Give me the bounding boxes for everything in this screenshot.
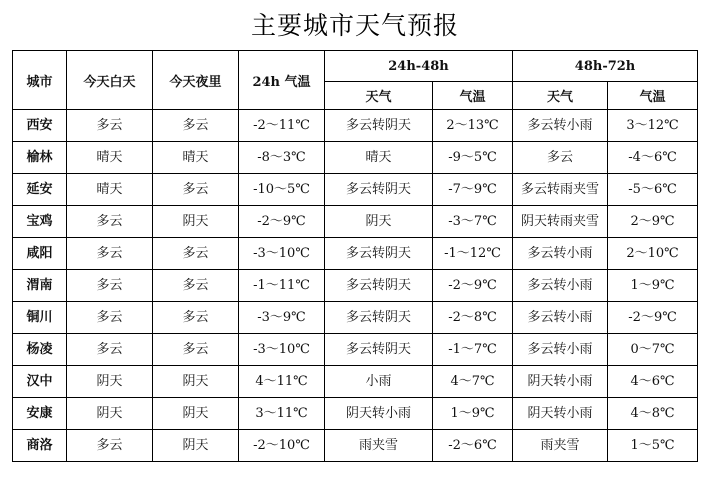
- today-night-cell: [153, 366, 239, 398]
- table-row: [13, 366, 698, 398]
- today-day-cell: [67, 238, 153, 270]
- temp-48h-cell: [433, 366, 513, 398]
- today-night-cell-text: 阴天: [182, 213, 209, 229]
- temp-72h-cell-text: 1～5℃: [630, 437, 675, 453]
- weather-72h-cell: [513, 174, 608, 206]
- temp-24h-cell: [239, 142, 325, 174]
- today-day-cell-text: 多云: [96, 341, 123, 357]
- today-night-cell-text: 阴天: [182, 437, 209, 453]
- today-night-cell-text: 多云: [182, 117, 209, 133]
- today-night-cell: [153, 110, 239, 142]
- weather-72h-cell: [513, 270, 608, 302]
- today-day-cell: [67, 142, 153, 174]
- city-cell-text: 宝鸡: [26, 213, 53, 229]
- today-day-cell: [67, 334, 153, 366]
- weather-48h-cell: [325, 238, 433, 270]
- weather-48h-cell: [325, 302, 433, 334]
- table-row: [13, 270, 698, 302]
- city-cell-text: 杨凌: [26, 341, 53, 357]
- temp-24h-cell-text: 3～11℃: [255, 405, 308, 421]
- temp-72h-cell-text: 4～8℃: [630, 405, 675, 421]
- weather-48h-cell-text: 多云转阴天: [345, 245, 411, 261]
- weather-48h-cell: [325, 110, 433, 142]
- weather-72h-cell-text: 多云转雨夹雪: [521, 181, 600, 197]
- weather-48h-cell: [325, 174, 433, 206]
- temp-48h-cell: [433, 302, 513, 334]
- weather-48h-cell-text: 多云转阴天: [345, 117, 411, 133]
- today-night-cell: [153, 334, 239, 366]
- temp-48h-cell: [433, 398, 513, 430]
- weather-72h-cell: [513, 366, 608, 398]
- temp-72h-cell-text: -5～6℃: [628, 181, 677, 197]
- temp-24h-cell: [239, 174, 325, 206]
- table-row: [13, 238, 698, 270]
- temp-72h-cell-text: -2～9℃: [628, 309, 677, 325]
- weather-48h-cell: [325, 334, 433, 366]
- temp-48h-cell-text: -7～9℃: [448, 181, 497, 197]
- temp-24h-cell-text: -2～9℃: [257, 213, 306, 229]
- weather-48h-cell: [325, 366, 433, 398]
- temp-24h-cell-text: -3～10℃: [253, 341, 310, 357]
- today-night-cell: [153, 302, 239, 334]
- today-day-cell-text: 阴天: [96, 373, 123, 389]
- city-cell-text: 咸阳: [26, 245, 53, 261]
- today-night-cell-text: 阴天: [182, 405, 209, 421]
- city-cell: [13, 110, 67, 142]
- today-day-cell-text: 晴天: [96, 149, 123, 165]
- forecast-table: [12, 50, 698, 462]
- temp-72h-cell-text: 1～9℃: [630, 277, 675, 293]
- temp-72h-cell: [608, 398, 698, 430]
- temp-48h-cell: [433, 110, 513, 142]
- weather-72h-cell-text: 多云: [547, 149, 574, 165]
- table-row: [13, 174, 698, 206]
- temp-24h-cell: [239, 366, 325, 398]
- temp-24h-cell: [239, 302, 325, 334]
- temp-72h-cell: [608, 270, 698, 302]
- temp-24h-cell-text: -10～5℃: [253, 181, 310, 197]
- temp-24h-cell-text: -8～3℃: [257, 149, 306, 165]
- temp-24h-cell: [239, 238, 325, 270]
- temp-72h-cell: [608, 334, 698, 366]
- weather-72h-cell: [513, 142, 608, 174]
- temp-48h-cell-text: -2～8℃: [448, 309, 497, 325]
- today-day-cell-text: 晴天: [96, 181, 123, 197]
- today-night-cell: [153, 238, 239, 270]
- city-cell: [13, 174, 67, 206]
- temp-48h-cell: [433, 142, 513, 174]
- city-cell: [13, 430, 67, 462]
- city-cell: [13, 238, 67, 270]
- table-row: [13, 334, 698, 366]
- temp-48h-cell-text: 1～9℃: [450, 405, 495, 421]
- today-night-cell: [153, 174, 239, 206]
- weather-72h-cell: [513, 238, 608, 270]
- weather-72h-cell: [513, 302, 608, 334]
- weather-48h-cell-text: 雨夹雪: [358, 437, 398, 453]
- header-temp-24h: 24h 气温: [239, 51, 325, 110]
- temp-72h-cell: [608, 206, 698, 238]
- temp-24h-cell: [239, 334, 325, 366]
- city-cell: [13, 334, 67, 366]
- weather-48h-cell: [325, 398, 433, 430]
- city-cell: [13, 206, 67, 238]
- today-day-cell-text: 多云: [96, 245, 123, 261]
- temp-24h-cell-text: -3～10℃: [253, 245, 310, 261]
- weather-48h-cell-text: 小雨: [365, 373, 392, 389]
- today-night-cell-text: 晴天: [182, 149, 209, 165]
- today-day-cell: [67, 366, 153, 398]
- temp-48h-cell: [433, 270, 513, 302]
- temp-72h-cell-text: 4～6℃: [630, 373, 675, 389]
- temp-24h-cell-text: -2～11℃: [253, 117, 310, 133]
- weather-72h-cell-text: 多云转小雨: [527, 309, 593, 325]
- weather-48h-cell-text: 多云转阴天: [345, 341, 411, 357]
- weather-48h-cell-text: 阴天转小雨: [345, 405, 411, 421]
- header-24h-48h: 24h-48h: [325, 51, 513, 82]
- weather-72h-cell-text: 阴天转雨夹雪: [521, 213, 600, 229]
- temp-24h-cell: [239, 430, 325, 462]
- header-today-night: 今天夜里: [153, 51, 239, 110]
- city-cell-text: 西安: [26, 117, 53, 133]
- weather-72h-cell-text: 多云转小雨: [527, 341, 593, 357]
- temp-72h-cell-text: -4～6℃: [628, 149, 677, 165]
- today-day-cell-text: 多云: [96, 437, 123, 453]
- header-48h-72h: 48h-72h: [513, 51, 698, 82]
- city-cell-text: 延安: [26, 181, 53, 197]
- weather-72h-cell: [513, 110, 608, 142]
- today-night-cell-text: 阴天: [182, 373, 209, 389]
- today-night-cell: [153, 398, 239, 430]
- city-cell: [13, 302, 67, 334]
- weather-72h-cell: [513, 430, 608, 462]
- today-day-cell: [67, 174, 153, 206]
- table-row: [13, 206, 698, 238]
- temp-24h-cell-text: -1～11℃: [253, 277, 310, 293]
- today-night-cell: [153, 430, 239, 462]
- weather-48h-cell: [325, 142, 433, 174]
- weather-72h-cell: [513, 398, 608, 430]
- weather-72h-cell-text: 阴天转小雨: [527, 373, 593, 389]
- header-temp-48: 气温: [433, 82, 513, 110]
- today-night-cell-text: 多云: [182, 341, 209, 357]
- today-day-cell: [67, 398, 153, 430]
- today-night-cell: [153, 270, 239, 302]
- temp-72h-cell-text: 0～7℃: [630, 341, 675, 357]
- header-today-day: 今天白天: [67, 51, 153, 110]
- today-day-cell: [67, 270, 153, 302]
- city-cell-text: 榆林: [26, 149, 53, 165]
- weather-72h-cell: [513, 206, 608, 238]
- today-night-cell-text: 多云: [182, 277, 209, 293]
- weather-72h-cell-text: 阴天转小雨: [527, 405, 593, 421]
- table-row: [13, 430, 698, 462]
- weather-72h-cell-text: 雨夹雪: [540, 437, 580, 453]
- city-cell-text: 安康: [26, 405, 53, 421]
- forecast-table-body: [13, 110, 698, 462]
- city-cell-text: 渭南: [26, 277, 53, 293]
- temp-24h-cell: [239, 270, 325, 302]
- temp-48h-cell-text: -3～7℃: [448, 213, 497, 229]
- temp-48h-cell: [433, 206, 513, 238]
- temp-48h-cell-text: -9～5℃: [448, 149, 497, 165]
- temp-48h-cell-text: -1～7℃: [448, 341, 497, 357]
- temp-72h-cell: [608, 238, 698, 270]
- today-day-cell-text: 多云: [96, 117, 123, 133]
- temp-72h-cell-text: 3～12℃: [626, 117, 679, 133]
- city-cell: [13, 270, 67, 302]
- today-day-cell-text: 多云: [96, 309, 123, 325]
- city-cell-text: 商洛: [26, 437, 53, 453]
- weather-48h-cell-text: 多云转阴天: [345, 181, 411, 197]
- table-row: [13, 398, 698, 430]
- temp-48h-cell: [433, 238, 513, 270]
- city-cell: [13, 142, 67, 174]
- table-row: [13, 142, 698, 174]
- today-night-cell: [153, 206, 239, 238]
- temp-24h-cell-text: -3～9℃: [257, 309, 306, 325]
- header-weather-72: 天气: [513, 82, 608, 110]
- temp-24h-cell-text: 4～11℃: [255, 373, 308, 389]
- temp-48h-cell-text: -2～9℃: [448, 277, 497, 293]
- city-cell: [13, 366, 67, 398]
- temp-24h-cell: [239, 110, 325, 142]
- today-night-cell-text: 多云: [182, 181, 209, 197]
- temp-48h-cell-text: -2～6℃: [448, 437, 497, 453]
- temp-72h-cell: [608, 430, 698, 462]
- temp-24h-cell: [239, 398, 325, 430]
- city-cell-text: 汉中: [26, 373, 53, 389]
- table-row: [13, 110, 698, 142]
- page-title: 主要城市天气预报: [250, 11, 459, 40]
- weather-48h-cell: [325, 430, 433, 462]
- temp-72h-cell: [608, 174, 698, 206]
- today-day-cell: [67, 302, 153, 334]
- weather-48h-cell-text: 多云转阴天: [345, 277, 411, 293]
- table-row: [13, 302, 698, 334]
- temp-72h-cell-text: 2～9℃: [630, 213, 675, 229]
- weather-72h-cell: [513, 334, 608, 366]
- temp-48h-cell: [433, 430, 513, 462]
- city-cell-text: 铜川: [26, 309, 53, 325]
- temp-72h-cell: [608, 366, 698, 398]
- today-day-cell-text: 多云: [96, 277, 123, 293]
- temp-72h-cell: [608, 142, 698, 174]
- weather-48h-cell-text: 晴天: [365, 149, 392, 165]
- header-city: 城市: [13, 51, 67, 110]
- temp-24h-cell-text: -2～10℃: [253, 437, 310, 453]
- today-night-cell: [153, 142, 239, 174]
- today-day-cell: [67, 430, 153, 462]
- today-night-cell-text: 多云: [182, 245, 209, 261]
- temp-72h-cell: [608, 302, 698, 334]
- temp-72h-cell: [608, 110, 698, 142]
- temp-48h-cell: [433, 174, 513, 206]
- weather-72h-cell-text: 多云转小雨: [527, 245, 593, 261]
- today-day-cell-text: 多云: [96, 213, 123, 229]
- temp-48h-cell-text: 2～13℃: [446, 117, 499, 133]
- header-temp-72: 气温: [608, 82, 698, 110]
- weather-48h-cell: [325, 206, 433, 238]
- temp-24h-cell: [239, 206, 325, 238]
- weather-48h-cell-text: 阴天: [365, 213, 392, 229]
- temp-48h-cell-text: 4～7℃: [450, 373, 495, 389]
- today-day-cell: [67, 110, 153, 142]
- today-night-cell-text: 多云: [182, 309, 209, 325]
- city-cell: [13, 398, 67, 430]
- weather-72h-cell-text: 多云转小雨: [527, 117, 593, 133]
- temp-48h-cell: [433, 334, 513, 366]
- temp-72h-cell-text: 2～10℃: [626, 245, 679, 261]
- header-weather-48: 天气: [325, 82, 433, 110]
- weather-48h-cell: [325, 270, 433, 302]
- today-day-cell-text: 阴天: [96, 405, 123, 421]
- today-day-cell: [67, 206, 153, 238]
- weather-48h-cell-text: 多云转阴天: [345, 309, 411, 325]
- temp-48h-cell-text: -1～12℃: [444, 245, 501, 261]
- weather-72h-cell-text: 多云转小雨: [527, 277, 593, 293]
